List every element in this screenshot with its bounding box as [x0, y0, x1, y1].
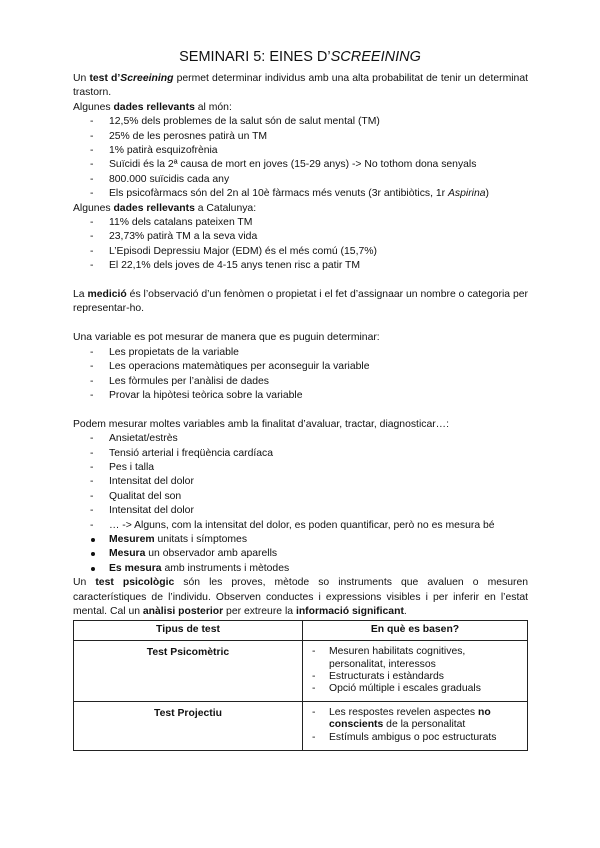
table-row — [74, 702, 528, 751]
title-italic: SCREEINING — [330, 48, 421, 65]
psychological-test-definition: Un test psicològic són les proves, mètode so instruments que avaluen o mesuren característiques de l’individu. Observen conductes i expressions visibles i per inferir en l’estat mental. Cal un anàlisi posterior per extreure la informació significant. — [73, 577, 528, 617]
list-item: - Mesuren habilitats cognitives, personalitat, interessos — [303, 646, 521, 670]
list-item: - L’Episodi Depressiu Major (EDM) és el més comú (15,7%) — [73, 245, 528, 259]
list-item: - Estructurats i estàndards — [303, 671, 521, 683]
list-item: - 23,73% patirà TM a la seva vida — [73, 230, 528, 244]
catalonia-data-list — [73, 216, 528, 274]
mesurar-intro: Podem mesurar moltes variables amb la finalitat d’avaluar, tractar, diagnosticar…: — [73, 418, 449, 430]
catalonia-data-heading: Algunes dades rellevants a Catalunya: — [73, 202, 257, 214]
list-item: - … -> Alguns, com la intensitat del dolor, es poden quantificar, però no es mesura bé — [73, 519, 528, 533]
list-item: - Intensitat del dolor — [73, 475, 528, 489]
bullet-item: Mesurem unitats i símptomes — [73, 533, 528, 547]
test-types-table — [73, 620, 528, 750]
list-item: - Els psicofàrmacs són del 2n al 10è fàrmacs més venuts (3r antibiòtics, 1r Aspirina) — [73, 187, 528, 201]
list-item: - Ansietat/estrès — [73, 432, 528, 446]
bullet-item: Mesura un observador amb aparells — [73, 547, 528, 561]
header-basis: En què es basen? — [303, 621, 528, 641]
row-description — [303, 702, 528, 751]
screening-definition: Un test d’Screeining permet determinar individus amb una alta probabilitat de tenir un determinat trastorn. — [73, 73, 528, 99]
world-data-heading: Algunes dades rellevants al món: — [73, 101, 232, 113]
list-item: - Pes i talla — [73, 461, 528, 475]
table-row — [74, 641, 528, 702]
list-item: - Les fòrmules per l’anàlisi de dades — [73, 375, 528, 389]
list-item: - Les propietats de la variable — [73, 346, 528, 360]
mesurar-list — [73, 432, 528, 576]
list-item: - Estímuls ambigus o poc estructurats — [303, 732, 521, 744]
row-description — [303, 641, 528, 702]
document-body — [73, 72, 528, 751]
list-item: - Qualitat del son — [73, 490, 528, 504]
bullet-item: Es mesura amb instruments i mètodes — [73, 562, 528, 576]
variable-list — [73, 346, 528, 404]
list-item: - Suïcidi és la 2ª causa de mort en joves (15-29 anys) -> No tothom dona senyals — [73, 158, 528, 172]
title-text: SEMINARI 5: EINES D’ — [179, 48, 331, 65]
medicio-definition: La medició és l’observació d’un fenòmen o propietat i el fet d’assignaar un nombre o categoria per representar-ho. — [73, 289, 529, 315]
world-data-list — [73, 115, 528, 201]
list-item: - 25% de les perosnes patirà un TM — [73, 130, 528, 144]
list-item: - Intensitat del dolor — [73, 504, 528, 518]
list-item: - Provar la hipòtesi teòrica sobre la variable — [73, 389, 528, 403]
list-item: - El 22,1% dels joves de 4-15 anys tenen risc a patir TM — [73, 259, 528, 273]
table-header-row — [74, 621, 528, 641]
variable-intro: Una variable es pot mesurar de manera que es puguin determinar: — [73, 332, 380, 344]
row-name: Test Psicomètric — [74, 641, 303, 702]
list-item: - 1% patirà esquizofrènia — [73, 144, 528, 158]
list-item: - 11% dels catalans pateixen TM — [73, 216, 528, 230]
list-item: - 800.000 suïcidis cada any — [73, 173, 528, 187]
page-title — [0, 48, 600, 66]
list-item: - 12,5% dels problemes de la salut són de salut mental (TM) — [73, 115, 528, 129]
header-test-type: Tipus de test — [74, 621, 303, 641]
row-name: Test Projectiu — [74, 702, 303, 751]
list-item: - Tensió arterial i freqüència cardíaca — [73, 447, 528, 461]
list-item: - Opció múltiple i escales graduals — [303, 683, 521, 695]
list-item: - Les respostes revelen aspectes no conscients de la personalitat — [303, 707, 521, 731]
list-item: - Les operacions matemàtiques per aconseguir la variable — [73, 360, 528, 374]
